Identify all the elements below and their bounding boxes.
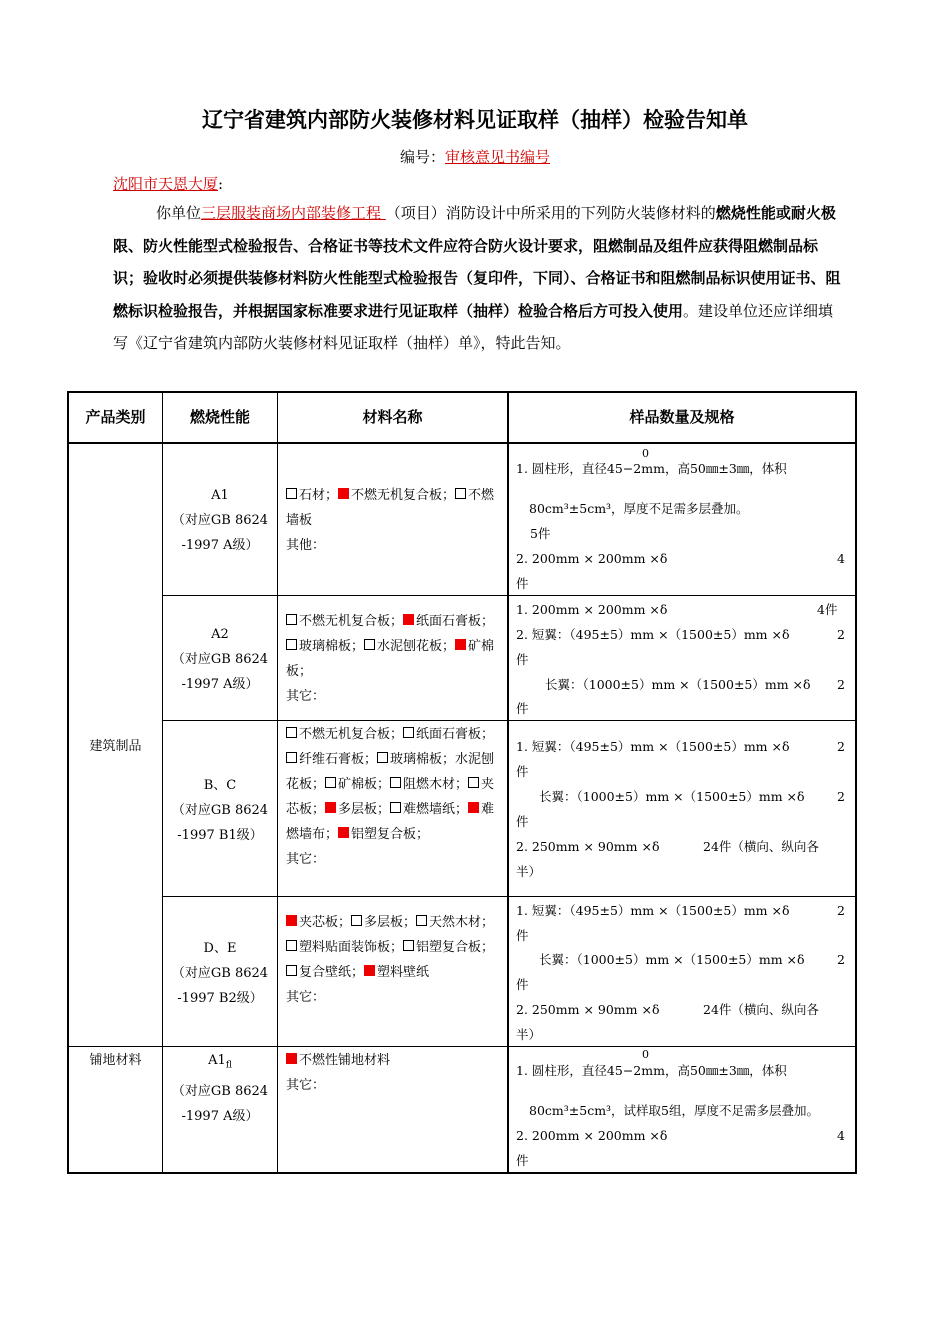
spec-line: 5件 <box>530 526 551 541</box>
grade-label: B、C <box>203 778 237 793</box>
checkbox-icon <box>468 777 479 788</box>
grade-label: A1 <box>211 488 229 503</box>
spec-count: 24件（横向、纵向各 <box>703 839 819 854</box>
body-closing: 。建设单位还应详细填写《辽宁省建筑内部防火装修材料见证取样（抽样）单》，特此告知。 <box>113 301 834 352</box>
number-label: 编号： <box>399 148 445 166</box>
spec-count: 2 <box>837 739 845 754</box>
grade-reference: -1997 A级） <box>181 677 259 692</box>
checked-box-icon <box>364 965 375 976</box>
material-option[interactable]: 不燃性铺地材料 <box>286 1053 390 1068</box>
notice-body <box>113 197 843 360</box>
checked-box-icon <box>338 827 349 838</box>
grade-label: A2 <box>211 627 229 642</box>
spec-line: 半） <box>516 1027 542 1042</box>
spec-count: 4 <box>837 1128 845 1143</box>
checked-box-icon <box>338 488 349 499</box>
spec-line: 件 <box>516 977 529 992</box>
material-option[interactable]: 夹芯板； <box>286 915 351 930</box>
addressee-name: 沈阳市天恩大厦 <box>113 175 219 193</box>
grade-cell <box>163 622 277 697</box>
body-bold-requirement: 燃烧性能或耐火极限、防火性能型式检验报告、合格证书等技术文件应符合防火设计要求，阻燃制品及组件应获得阻燃制品标识；验收时必须提供装修材料防火性能型式检验报告（复印件，下同）、合格证书和阻燃制品标识使用证书、阻燃标识检验报告，并根据国家标准要求进行见证取样（抽样）检验合格后方可投入使用 <box>113 204 841 320</box>
material-option[interactable]: 玻璃棉板； <box>286 639 364 654</box>
checkbox-icon <box>403 727 414 738</box>
checked-box-icon <box>286 915 297 926</box>
project-name: 三层服装商场内部装修工程 <box>201 204 386 222</box>
material-list <box>286 609 502 709</box>
spec-line: 件 <box>516 764 529 779</box>
checkbox-icon <box>364 639 375 650</box>
material-option[interactable]: 复合壁纸； <box>286 965 364 980</box>
spec-line: 1. 短翼：（495±5）mm ×（1500±5）mm ×δ <box>516 739 790 754</box>
material-option[interactable]: 多层板； <box>351 915 416 930</box>
materials-table <box>67 391 857 1174</box>
tolerance-lower: −2 <box>622 1063 642 1078</box>
material-option[interactable]: 矿棉板； <box>325 777 390 792</box>
spec-line: 2. 250mm × 90mm ×δ <box>516 839 660 854</box>
material-list <box>286 483 502 558</box>
spec-line: 件 <box>516 652 529 667</box>
checked-box-icon <box>403 614 414 625</box>
material-option[interactable]: 多层板； <box>325 802 390 817</box>
grade-reference: （对应GB 8624 <box>171 652 269 667</box>
material-option[interactable]: 纤维石膏板； <box>286 752 377 767</box>
checked-box-icon <box>468 802 479 813</box>
spec-count: 2 <box>837 952 845 967</box>
material-option[interactable]: 矿棉板； <box>286 639 495 679</box>
spec-count: 2 <box>837 627 845 642</box>
grade-reference: （对应GB 8624 <box>171 1083 269 1099</box>
material-option[interactable]: 夹芯板； <box>286 777 495 817</box>
grade-subscript: fl <box>225 1060 232 1071</box>
spec-line: 件 <box>516 1153 529 1168</box>
material-option[interactable]: 玻璃棉板；水泥刨花板； <box>286 752 495 792</box>
material-list <box>286 910 502 1010</box>
grade-cell <box>163 936 277 1011</box>
checkbox-icon <box>325 777 336 788</box>
material-option[interactable]: 塑料壁纸 <box>364 965 429 980</box>
material-option[interactable]: 纸面石膏板； <box>403 727 494 742</box>
checkbox-icon <box>286 614 297 625</box>
material-list <box>286 1048 502 1098</box>
material-option[interactable]: 阻燃木材； <box>390 777 468 792</box>
spec-line: 件 <box>516 814 529 829</box>
checkbox-icon <box>286 727 297 738</box>
material-option[interactable]: 铝塑复合板； <box>338 827 429 842</box>
grade-reference: -1997 B2级） <box>177 991 263 1006</box>
grade-reference: （对应GB 8624 <box>171 513 269 528</box>
document-number <box>0 146 950 167</box>
spec-line: 1. 200mm × 200mm ×δ <box>516 602 668 617</box>
other-label: 其它： <box>286 990 326 1005</box>
spec-count: 4 <box>837 551 845 566</box>
material-option[interactable]: 不燃无机复合板； <box>286 614 403 629</box>
material-option[interactable]: 石材； <box>286 488 338 503</box>
checkbox-icon <box>286 940 297 951</box>
grade-reference: -1997 A级） <box>181 538 259 553</box>
grade-cell <box>163 483 277 558</box>
category-building-products: 建筑制品 <box>89 739 142 754</box>
grade-reference: -1997 B1级） <box>177 828 263 843</box>
grade-label: A1 <box>208 1053 226 1068</box>
checkbox-icon <box>390 777 401 788</box>
checkbox-icon <box>403 940 414 951</box>
spec-line: 2. 200mm × 200mm ×δ <box>516 551 668 566</box>
material-option[interactable]: 铝塑复合板； <box>403 940 494 955</box>
tolerance-upper: 0 <box>642 1048 649 1061</box>
body-project-suffix: （项目）消防设计中所采用的下列防火装修材料的 <box>385 204 716 222</box>
spec-count: 2 <box>837 789 845 804</box>
material-option[interactable]: 纸面石膏板； <box>403 614 494 629</box>
spec-count: 4件 <box>817 602 838 617</box>
material-option[interactable]: 塑料贴面装饰板； <box>286 940 403 955</box>
checkbox-icon <box>286 639 297 650</box>
spec-line: 长翼：（1000±5）mm ×（1500±5）mm ×δ <box>539 789 805 804</box>
checkbox-icon <box>286 488 297 499</box>
checkbox-icon <box>390 802 401 813</box>
spec-line: 1. 短翼：（495±5）mm ×（1500±5）mm ×δ <box>516 903 790 918</box>
spec-line: 半） <box>516 864 542 879</box>
checkbox-icon <box>286 752 297 763</box>
tolerance-upper: 0 <box>642 447 649 460</box>
spec-line: 长翼：（1000±5）mm ×（1500±5）mm ×δ <box>539 952 805 967</box>
grade-cell <box>163 773 277 848</box>
checkbox-icon <box>416 915 427 926</box>
material-option[interactable]: 不燃无机复合板； <box>338 488 455 503</box>
spec-count: 24件（横向、纵向各 <box>703 1002 819 1017</box>
spec-line: 2. 短翼：（495±5）mm ×（1500±5）mm ×δ <box>516 627 790 642</box>
spec-line: 2. 200mm × 200mm ×δ <box>516 1128 668 1143</box>
checked-box-icon <box>325 802 336 813</box>
material-option[interactable]: 不燃无机复合板； <box>286 727 403 742</box>
spec-line: 长翼：（1000±5）mm ×（1500±5）mm ×δ <box>545 677 811 692</box>
other-label: 其它： <box>286 689 326 704</box>
spec-line: 2. 250mm × 90mm ×δ <box>516 1002 660 1017</box>
header-combustion-performance: 燃烧性能 <box>189 408 250 426</box>
checkbox-icon <box>377 752 388 763</box>
grade-cell <box>163 1048 277 1129</box>
spec-line: 80cm³±5cm³，厚度不足需多层叠加。 <box>529 501 749 516</box>
checked-box-icon <box>455 639 466 650</box>
spec-line: 件 <box>516 576 529 591</box>
checkbox-icon <box>455 488 466 499</box>
grade-reference: （对应GB 8624 <box>171 803 269 818</box>
header-sample-spec: 样品数量及规格 <box>629 408 735 426</box>
checkbox-icon <box>351 915 362 926</box>
header-product-category: 产品类别 <box>85 408 146 426</box>
material-option[interactable]: 难燃墙纸； <box>390 802 468 817</box>
grade-label: D、E <box>203 941 237 956</box>
spec-count: 2 <box>837 677 845 692</box>
category-flooring: 铺地材料 <box>89 1053 142 1068</box>
header-material-name: 材料名称 <box>362 408 423 426</box>
other-label: 其它： <box>286 852 326 867</box>
addressee-colon: : <box>218 175 224 193</box>
checked-box-icon <box>286 1053 297 1064</box>
spec-line: 1. 圆柱形，直径45−2mm，高50㎜±3㎜，体积 <box>516 461 787 476</box>
addressee-line <box>113 173 223 194</box>
number-value: 审核意见书编号 <box>445 148 551 166</box>
spec-line: 件 <box>516 701 529 716</box>
document-title: 辽宁省建筑内部防火装修材料见证取样（抽样）检验告知单 <box>202 108 748 132</box>
spec-line: 1. 圆柱形，直径45−2mm，高50㎜±3㎜，体积 <box>516 1063 787 1078</box>
material-option[interactable]: 水泥刨花板； <box>364 639 455 654</box>
other-label: 其它： <box>286 1078 326 1093</box>
material-list <box>286 722 502 872</box>
spec-line: 80cm³±5cm³，试样取5组，厚度不足需多层叠加。 <box>529 1103 820 1118</box>
grade-reference: （对应GB 8624 <box>171 966 269 981</box>
tolerance-lower: −2 <box>622 461 642 476</box>
material-option[interactable]: 不燃墙板 <box>286 488 495 528</box>
checkbox-icon <box>286 965 297 976</box>
material-option[interactable]: 天然木材； <box>416 915 494 930</box>
grade-reference: -1997 A级） <box>181 1108 259 1124</box>
body-intro: 你单位 <box>156 204 202 222</box>
material-option[interactable]: 难燃墙布； <box>286 802 495 842</box>
spec-line: 件 <box>516 928 529 943</box>
other-label: 其他： <box>286 538 326 553</box>
spec-count: 2 <box>837 903 845 918</box>
